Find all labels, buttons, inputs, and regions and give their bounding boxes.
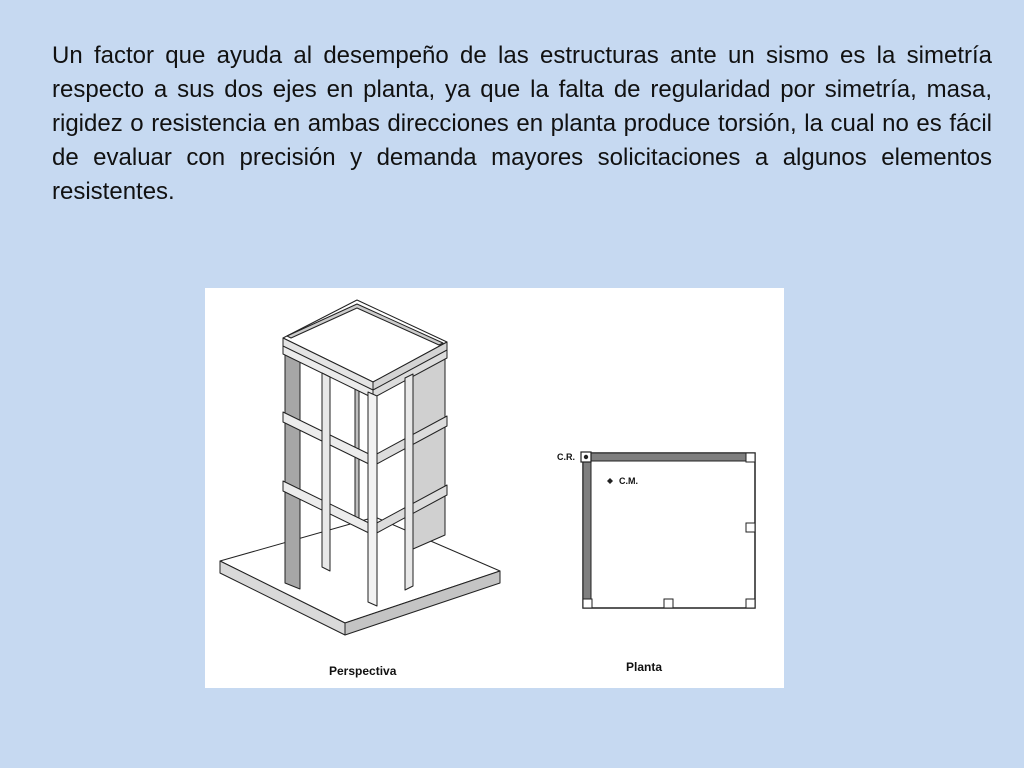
plan-column-top-right: [746, 453, 755, 462]
plan-drawing: [557, 452, 755, 608]
column-right-mid: [405, 374, 413, 590]
base-slab-top: [220, 517, 500, 623]
plan-column-bottom-mid: [664, 599, 673, 608]
perspective-caption: Perspectiva: [329, 664, 397, 678]
plan-wall-top: [583, 453, 755, 461]
plan-column-bottom-left: [583, 599, 592, 608]
plan-outline: [583, 453, 755, 608]
plan-column-bottom-right: [746, 599, 755, 608]
column-corner: [368, 392, 377, 606]
slide-paragraph: Un factor que ayuda al desempeño de las estructuras ante un sismo es la simetría respecto a sus dos ejes en planta, ya que la falta de regularidad por simetría, masa, rigidez o resistencia en ambas direcciones en planta produce torsión, la cual no es fácil de evaluar con precisión y demanda mayores solicitaciones a algunos elementos resistentes.: [52, 42, 992, 205]
plan-caption: Planta: [626, 660, 663, 674]
cr-label: C.R.: [557, 452, 575, 462]
plan-column-right-mid: [746, 523, 755, 532]
right-wall: [413, 346, 445, 549]
structure-figure: [205, 288, 784, 688]
cm-label: C.M.: [619, 476, 638, 486]
column-left-mid: [322, 373, 330, 571]
plan-wall-left: [583, 453, 591, 608]
left-wall: [285, 348, 300, 589]
perspective-drawing: [220, 300, 500, 635]
